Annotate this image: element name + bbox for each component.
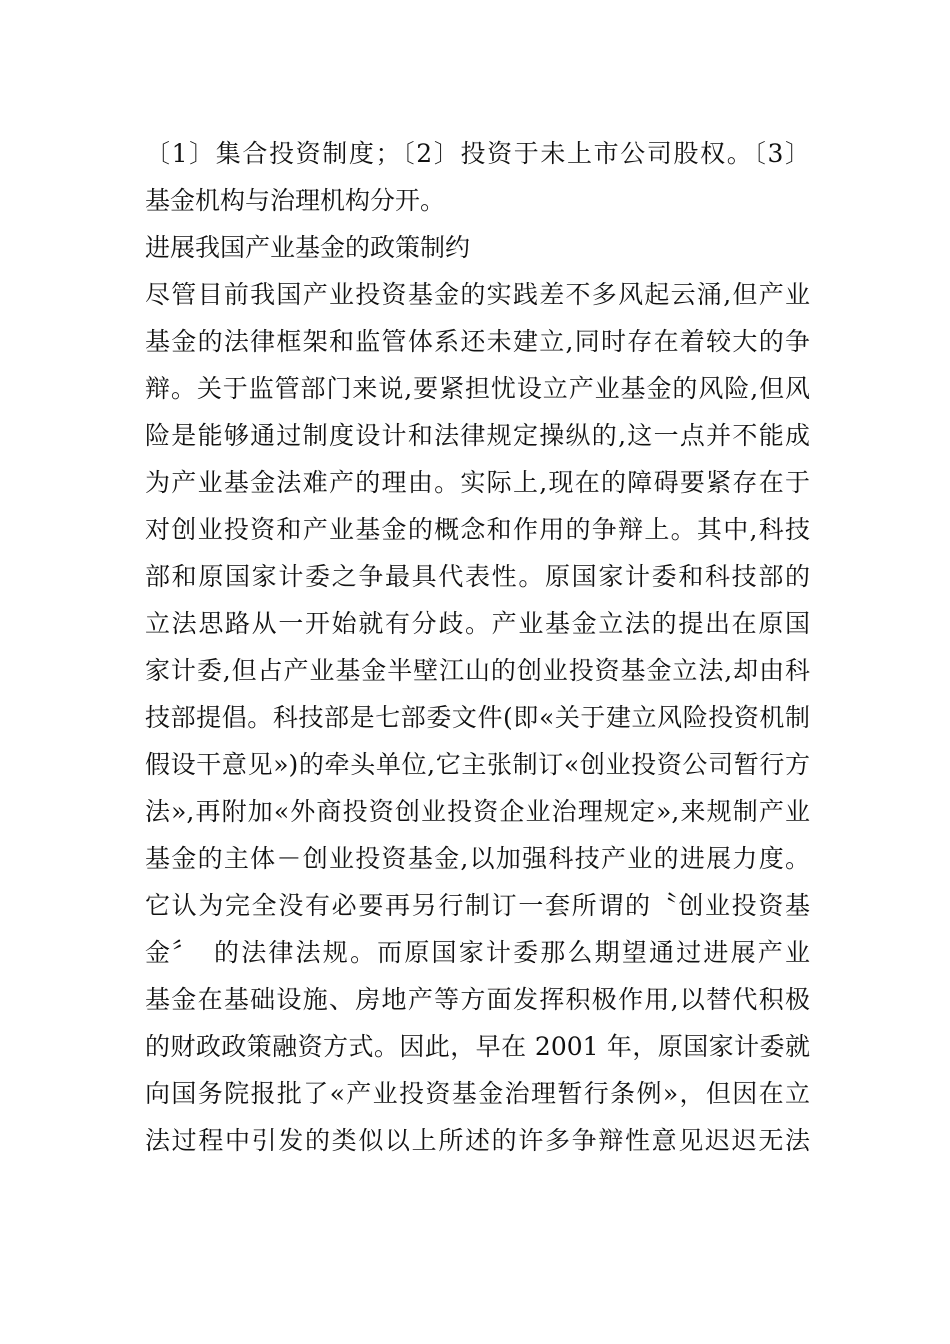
text-line: 法»,再附加«外商投资创业投资企业治理规定»,来规制产业 <box>145 797 810 826</box>
text-line: 假设干意见»)的牵头单位,它主张制订«创业投资公司暂行方 <box>145 750 810 779</box>
text-line: 向国务院报批了«产业投资基金治理暂行条例»，但因在立 <box>145 1079 810 1108</box>
text-line: 对创业投资和产业基金的概念和作用的争辩上。其中,科技 <box>145 515 810 544</box>
text-line: 险是能够通过制度设计和法律规定操纵的,这一点并不能成 <box>145 421 810 450</box>
text-line: 尽管目前我国产业投资基金的实践差不多风起云涌,但产业 <box>145 280 810 309</box>
text-line: 为产业基金法难产的理由。实际上,现在的障碍要紧存在于 <box>145 468 810 497</box>
text-line: 基金在基础设施、房地产等方面发挥积极作用,以替代积极 <box>145 985 810 1014</box>
text-line: 辩。关于监管部门来说,要紧担忧设立产业基金的风险,但风 <box>145 374 810 403</box>
text-line: 法过程中引发的类似以上所述的许多争辩性意见迟迟无法 <box>145 1126 810 1155</box>
text-line: 〔1〕集合投资制度；〔2〕投资于未上市公司股权。〔3〕 <box>145 139 810 168</box>
text-line: 基金的法律框架和监管体系还未建立,同时存在着较大的争 <box>145 327 810 356</box>
document-body <box>145 130 810 1164</box>
text-line: 基金机构与治理机构分开。 <box>145 186 446 215</box>
section-heading: 进展我国产业基金的政策制约 <box>145 233 471 262</box>
text-line: 立法思路从一开始就有分歧。产业基金立法的提出在原国 <box>145 609 810 638</box>
text-line: 的财政政策融资方式。因此，早在 2001 年，原国家计委就 <box>145 1032 810 1061</box>
text-line: 家计委,但占产业基金半壁江山的创业投资基金立法,却由科 <box>145 656 810 685</box>
text-line: 它认为完全没有必要再另行制订一套所谓的〝创业投资基 <box>145 891 810 920</box>
text-line: 基金的主体－创业投资基金,以加强科技产业的进展力度。 <box>145 844 810 873</box>
text-line: 技部提倡。科技部是七部委文件(即«关于建立风险投资机制 <box>145 703 810 732</box>
text-line: 部和原国家计委之争最具代表性。原国家计委和科技部的 <box>145 562 810 591</box>
text-line: 金〞 的法律法规。而原国家计委那么期望通过进展产业 <box>145 938 810 967</box>
